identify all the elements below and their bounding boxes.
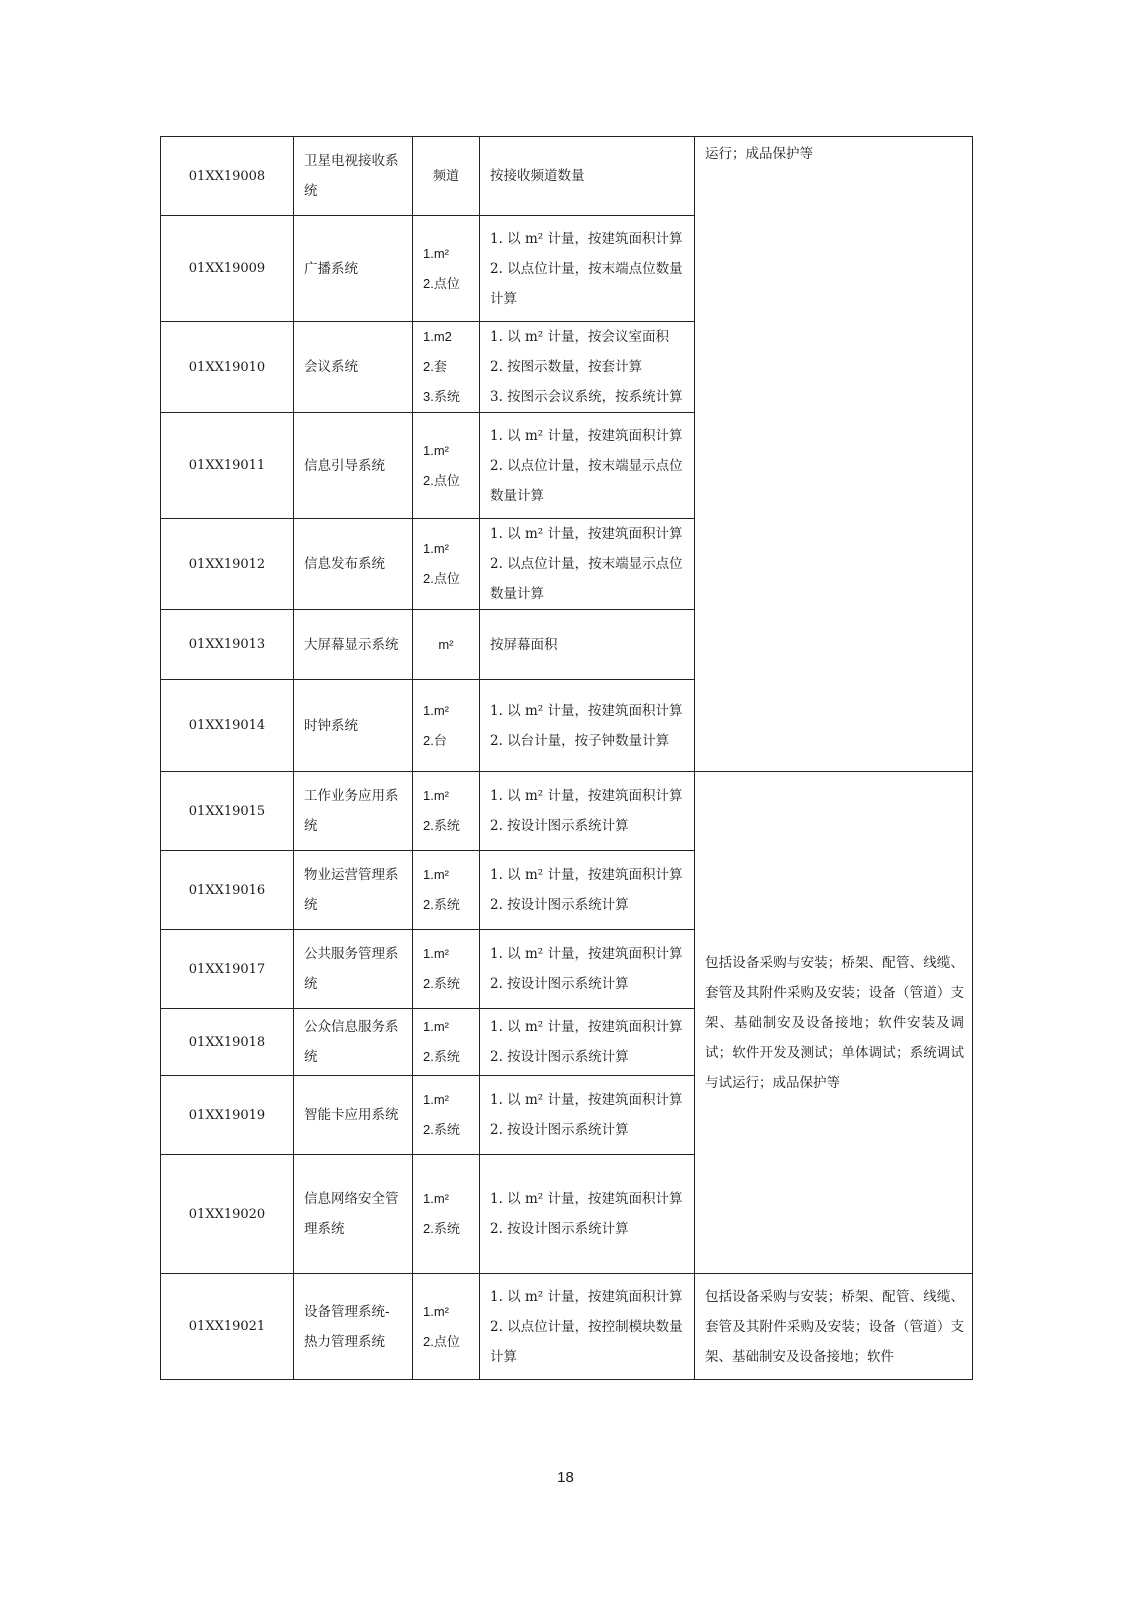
table-row [161,137,973,216]
item-rule: 1. 以 m² 计量，按建筑面积计算 2. 以台计量，按子钟数量计算 [480,680,695,772]
item-code: 01XX19017 [161,930,294,1009]
work-content: 包括设备采购与安装；桥架、配管、线缆、套管及其附件采购及安装；设备（管道）支架、基础制安及设备接地；软件 [695,1274,973,1380]
work-content: 运行；成品保护等 [695,137,973,772]
item-rule: 按接收频道数量 [480,137,695,216]
item-unit: 1.m² 2.系统 [413,772,480,851]
item-unit: 1.m² 2.系统 [413,1009,480,1076]
table-row [161,772,973,851]
item-unit: 频道 [413,137,480,216]
work-content: 包括设备采购与安装；桥架、配管、线缆、套管及其附件采购及安装；设备（管道）支架、基础制安及设备接地；软件安装及调试；软件开发及测试；单体调试；系统调试与试运行；成品保护等 [695,772,973,1274]
item-name: 信息引导系统 [294,413,413,519]
item-unit: 1.m² 2.系统 [413,930,480,1009]
item-name: 公众信息服务系统 [294,1009,413,1076]
page-number: 18 [557,1469,574,1486]
item-code: 01XX19015 [161,772,294,851]
item-name: 公共服务管理系统 [294,930,413,1009]
measurement-rules-table [160,136,973,1380]
item-code: 01XX19019 [161,1076,294,1155]
item-code: 01XX19011 [161,413,294,519]
item-rule: 1. 以 m² 计量，按建筑面积计算 2. 按设计图示系统计算 [480,851,695,930]
item-rule: 1. 以 m² 计量，按建筑面积计算 2. 以点位计量，按末端显示点位数量计算 [480,413,695,519]
item-unit: 1.m² 2.系统 [413,1076,480,1155]
item-rule: 1. 以 m² 计量，按会议室面积 2. 按图示数量，按套计算 3. 按图示会议系统，按系统计算 [480,322,695,413]
item-unit: 1.m² 2.系统 [413,1155,480,1274]
item-name: 工作业务应用系统 [294,772,413,851]
item-rule: 1. 以 m² 计量，按建筑面积计算 2. 按设计图示系统计算 [480,1009,695,1076]
item-rule: 1. 以 m² 计量，按建筑面积计算 2. 按设计图示系统计算 [480,772,695,851]
item-name: 设备管理系统-热力管理系统 [294,1274,413,1380]
item-unit: 1.m² 2.台 [413,680,480,772]
item-name: 广播系统 [294,216,413,322]
item-unit: 1.m² 2.点位 [413,216,480,322]
item-rule: 按屏幕面积 [480,610,695,680]
item-code: 01XX19012 [161,519,294,610]
item-name: 信息网络安全管理系统 [294,1155,413,1274]
item-unit: 1.m² 2.系统 [413,851,480,930]
item-code: 01XX19013 [161,610,294,680]
item-unit: 1.m2 2.套 3.系统 [413,322,480,413]
item-code: 01XX19016 [161,851,294,930]
item-code: 01XX19009 [161,216,294,322]
item-code: 01XX19021 [161,1274,294,1380]
item-rule: 1. 以 m² 计量，按建筑面积计算 2. 按设计图示系统计算 [480,930,695,1009]
item-code: 01XX19010 [161,322,294,413]
item-name: 物业运营管理系统 [294,851,413,930]
item-rule: 1. 以 m² 计量，按建筑面积计算 2. 按设计图示系统计算 [480,1076,695,1155]
item-rule: 1. 以 m² 计量，按建筑面积计算 2. 按设计图示系统计算 [480,1155,695,1274]
item-name: 时钟系统 [294,680,413,772]
item-name: 会议系统 [294,322,413,413]
table-row [161,1274,973,1380]
item-code: 01XX19008 [161,137,294,216]
item-name: 大屏幕显示系统 [294,610,413,680]
item-unit: 1.m² 2.点位 [413,1274,480,1380]
item-rule: 1. 以 m² 计量，按建筑面积计算 2. 以点位计量，按控制模块数量计算 [480,1274,695,1380]
item-name: 智能卡应用系统 [294,1076,413,1155]
item-unit: 1.m² 2.点位 [413,519,480,610]
item-name: 信息发布系统 [294,519,413,610]
item-code: 01XX19014 [161,680,294,772]
item-name: 卫星电视接收系统 [294,137,413,216]
item-rule: 1. 以 m² 计量，按建筑面积计算 2. 以点位计量，按末端点位数量计算 [480,216,695,322]
item-unit: 1.m² 2.点位 [413,413,480,519]
item-code: 01XX19020 [161,1155,294,1274]
item-unit: m² [413,610,480,680]
item-code: 01XX19018 [161,1009,294,1076]
item-rule: 1. 以 m² 计量，按建筑面积计算 2. 以点位计量，按末端显示点位数量计算 [480,519,695,610]
